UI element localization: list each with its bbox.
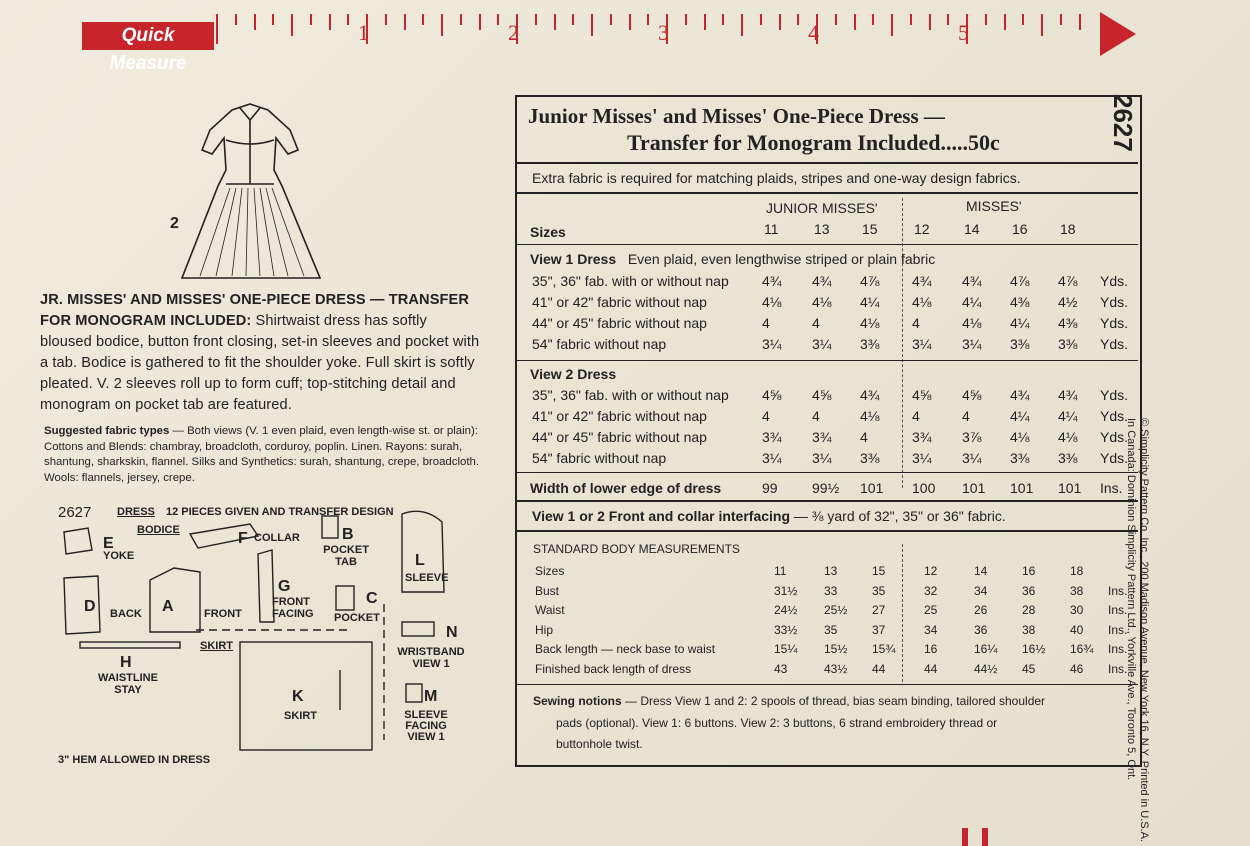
- row-value: 3¾: [762, 429, 782, 445]
- row-value: 37: [872, 622, 886, 637]
- ruler-tick: [1079, 14, 1081, 30]
- interfacing-text: — ⅜ yard of 32", 35" or 36" fabric.: [793, 508, 1006, 524]
- copyright-line2: In Canada: Dominion Simplicity Pattern Ltd., Yorkville Ave., Toronto 5, Ont.: [1125, 418, 1137, 781]
- pieces-header: 12 PIECES GIVEN AND TRANSFER DESIGN: [166, 506, 394, 518]
- piece-name: WRISTBAND VIEW 1: [397, 646, 465, 670]
- view2-heading: View 2 Dress: [530, 366, 617, 382]
- row-unit: Ins.: [1108, 622, 1128, 637]
- row-value: 14: [974, 564, 988, 578]
- row-value: 4¼: [1058, 408, 1078, 424]
- ruler-tick: [1060, 14, 1062, 25]
- row-value: 33: [824, 583, 838, 598]
- row-value: 26: [974, 603, 988, 617]
- row-value: 12: [924, 564, 938, 578]
- ruler-tick: [985, 14, 987, 25]
- row-value: 3⅜: [1010, 450, 1030, 466]
- divider: [517, 530, 1138, 532]
- piece-letter: H: [120, 654, 132, 671]
- row-value: 45: [1022, 661, 1036, 676]
- ruler-number: 1: [358, 20, 369, 45]
- ruler-tick: [704, 14, 706, 30]
- row-value: 3¼: [962, 450, 982, 466]
- row-value: 4¾: [912, 273, 932, 289]
- ruler-tick: [404, 14, 406, 30]
- ruler-tick: [629, 14, 631, 30]
- row-value: 4: [812, 408, 820, 424]
- row-value: 4⅞: [1010, 273, 1030, 289]
- row-value: 31½: [774, 583, 798, 598]
- divider: [517, 244, 1138, 245]
- row-value: 3¼: [912, 336, 932, 352]
- ruler-tick: [1041, 14, 1043, 36]
- piece-letter: C: [366, 590, 378, 607]
- row-value: 4⅛: [762, 294, 782, 310]
- row-unit: Ins.: [1108, 642, 1128, 656]
- row-label: 54" fabric without nap: [532, 336, 667, 352]
- row-unit: Yds.: [1100, 387, 1129, 403]
- width-value: 99½: [812, 480, 840, 496]
- ruler-tick: [685, 14, 687, 25]
- body-measurements-heading: STANDARD BODY MEASUREMENTS: [533, 542, 740, 556]
- row-value: 30: [1070, 603, 1084, 617]
- fabric-heading: Suggested fabric types: [44, 425, 170, 437]
- row-value: 3⅜: [1058, 336, 1078, 352]
- ruler-tick: [216, 14, 218, 44]
- ruler-tick: [347, 14, 349, 25]
- row-value: 4⅞: [1058, 273, 1078, 289]
- divider: [517, 684, 1138, 685]
- row-value: 4⅝: [762, 387, 782, 403]
- ruler-tick: [235, 14, 237, 25]
- view1-heading-bold: View 1 Dress: [530, 251, 617, 267]
- size-column-header: 15: [862, 221, 878, 237]
- row-value: 3⅜: [1010, 336, 1030, 352]
- row-unit: Yds.: [1100, 429, 1129, 445]
- row-value: 3¼: [812, 336, 832, 352]
- row-value: 36: [974, 622, 988, 637]
- row-value: 4⅝: [812, 387, 832, 403]
- size-column-header: 16: [1012, 221, 1028, 237]
- ruler-tick: [910, 14, 912, 25]
- row-value: 16¼: [974, 642, 998, 656]
- width-value: 101: [1058, 480, 1082, 496]
- row-value: 4⅛: [812, 294, 832, 310]
- piece-letter: A: [162, 598, 174, 615]
- row-unit: Ins.: [1108, 583, 1128, 598]
- row-value: 34: [924, 622, 938, 637]
- row-value: 15: [872, 564, 886, 578]
- row-value: 4: [912, 408, 920, 424]
- row-value: 4⅜: [1058, 315, 1078, 331]
- ruler-tick: [797, 14, 799, 25]
- row-label: 41" or 42" fabric without nap: [532, 408, 707, 424]
- piece-name: WAISTLINE STAY: [98, 672, 158, 696]
- row-value: 3¼: [912, 450, 932, 466]
- row-label: 41" or 42" fabric without nap: [532, 294, 707, 310]
- row-value: 4⅛: [860, 315, 880, 331]
- divider: [517, 472, 1138, 473]
- width-value: 101: [1010, 480, 1034, 496]
- row-value: 36: [1022, 583, 1036, 598]
- fabric-text: — Both views (V. 1 even plaid, even length-wise st. or plain): Cottons and Blends: chambray, broadcloth, corduroy, poplin. Linen. Rayons: surah, shantung, sharkskin, flannel. Silks and Synthetics: surah, shantung, crepe, broadcloth. Wools: flannels, jersey, crepe.: [44, 425, 479, 484]
- ruler-tick: [572, 14, 574, 25]
- row-value: 15½: [824, 642, 848, 656]
- ruler-tick: [854, 14, 856, 30]
- divider: [517, 192, 1138, 194]
- row-value: 25½: [824, 603, 848, 617]
- row-value: 4⅛: [962, 315, 982, 331]
- row-label: Finished back length of dress: [535, 661, 692, 676]
- sizes-label: Sizes: [530, 224, 566, 240]
- piece-name: FRONT FACING: [272, 596, 314, 620]
- piece-letter: L: [415, 552, 425, 569]
- row-value: 3¾: [812, 429, 832, 445]
- size-group-separator: [902, 198, 904, 488]
- bodice-group-label: BODICE: [137, 524, 180, 536]
- row-value: 4: [860, 429, 868, 445]
- row-value: 32: [924, 583, 938, 598]
- ruler-number: 5: [958, 20, 969, 45]
- quick-measure-ruler: [0, 0, 1140, 74]
- row-value: 35: [872, 583, 886, 598]
- ruler-tick: [891, 14, 893, 36]
- ruler-tick: [254, 14, 256, 30]
- piece-name: SKIRT: [284, 710, 317, 722]
- size-column-header: 14: [964, 221, 980, 237]
- row-value: 16½: [1022, 642, 1046, 656]
- row-label: 44" or 45" fabric without nap: [532, 315, 707, 331]
- piece-letter: M: [424, 688, 438, 705]
- row-label: Waist: [535, 603, 565, 617]
- row-value: 4¾: [962, 273, 982, 289]
- description-title: JR. MISSES' AND MISSES' ONE-PIECE DRESS — TRANSFER FOR MONOGRAM INCLUDED:: [40, 292, 470, 329]
- ruler-tick: [310, 14, 312, 25]
- width-value: 99: [762, 480, 778, 496]
- ruler-number: 6: [1108, 20, 1119, 45]
- row-value: 4⅛: [1010, 429, 1030, 445]
- row-value: 44: [924, 661, 938, 676]
- piece-name: COLLAR: [254, 532, 300, 544]
- ruler-tick: [1004, 14, 1006, 30]
- row-value: 3¾: [912, 429, 932, 445]
- row-value: 4⅝: [962, 387, 982, 403]
- interfacing-line: [532, 508, 1006, 524]
- view-number: 2: [170, 215, 179, 232]
- row-value: 25: [924, 603, 938, 617]
- piece-name: POCKET: [334, 612, 380, 624]
- row-label: 35", 36" fab. with or without nap: [532, 273, 729, 289]
- ruler-tick: [1022, 14, 1024, 25]
- row-label: Sizes: [535, 564, 565, 578]
- row-value: 4⅛: [1058, 429, 1078, 445]
- ruler-tick: [872, 14, 874, 25]
- row-unit: Yds.: [1100, 336, 1129, 352]
- ruler-tick: [479, 14, 481, 30]
- row-value: 40: [1070, 622, 1084, 637]
- junior-misses-header: JUNIOR MISSES': [766, 200, 878, 216]
- row-value: 28: [1022, 603, 1036, 617]
- row-value: 4¾: [762, 273, 782, 289]
- row-unit: Yds.: [1100, 408, 1129, 424]
- row-value: 4: [762, 315, 770, 331]
- row-unit: Ins.: [1108, 661, 1128, 676]
- ruler-tick: [460, 14, 462, 25]
- ruler-tick: [610, 14, 612, 25]
- skirt-group-label: SKIRT: [200, 640, 233, 652]
- row-label: Back length — neck base to waist: [535, 642, 716, 656]
- row-label: 54" fabric without nap: [532, 450, 667, 466]
- width-value: 100: [912, 480, 936, 496]
- ruler-tick: [272, 14, 274, 25]
- row-label: 35", 36" fab. with or without nap: [532, 387, 729, 403]
- interfacing-bold: View 1 or 2 Front and collar interfacing: [532, 508, 791, 524]
- row-value: 4: [912, 315, 920, 331]
- notions-line3: buttonhole twist.: [556, 737, 643, 751]
- row-value: 3¼: [762, 336, 782, 352]
- pattern-description: [40, 290, 480, 416]
- size-column-header: 11: [764, 221, 779, 237]
- ruler-tick: [497, 14, 499, 25]
- ruler-tick: [591, 14, 593, 36]
- ruler-tick: [291, 14, 293, 36]
- row-value: 16¾: [1070, 642, 1094, 656]
- chart-title-line1: Junior Misses' and Misses' One-Piece Dress —: [528, 104, 945, 128]
- piece-name: POCKET TAB: [323, 544, 369, 568]
- ruler-tick: [647, 14, 649, 25]
- row-unit: Ins.: [1108, 603, 1128, 617]
- row-unit: Yds.: [1100, 450, 1129, 466]
- ruler-tick: [779, 14, 781, 30]
- size-column-header: 12: [914, 221, 930, 237]
- row-value: 4¼: [860, 294, 880, 310]
- row-value: 4⅛: [912, 294, 932, 310]
- row-value: 3¼: [762, 450, 782, 466]
- ruler-tick: [441, 14, 443, 36]
- row-value: 3⅜: [1058, 450, 1078, 466]
- row-value: 16: [924, 642, 938, 656]
- row-value: 38: [1070, 583, 1084, 598]
- ruler-tick: [760, 14, 762, 25]
- row-value: 4¾: [1010, 387, 1030, 403]
- piece-letter: K: [292, 688, 304, 705]
- pieces-pattern-number: 2627: [58, 504, 92, 521]
- divider: [517, 360, 1138, 361]
- row-value: 4¼: [962, 294, 982, 310]
- row-value: 46: [1070, 661, 1084, 676]
- width-value: 101: [860, 480, 884, 496]
- row-label: Bust: [535, 583, 560, 598]
- piece-letter: F: [238, 530, 248, 547]
- row-value: 3⅜: [860, 450, 880, 466]
- row-value: 4¾: [812, 273, 832, 289]
- row-value: 3⅞: [962, 429, 982, 445]
- row-value: 44½: [974, 661, 998, 676]
- row-value: 13: [824, 564, 838, 578]
- row-label: Hip: [535, 622, 554, 637]
- red-mark: [962, 828, 968, 846]
- piece-letter: B: [342, 526, 354, 543]
- row-value: 16: [1022, 564, 1036, 578]
- row-value: 4⅝: [912, 387, 932, 403]
- copyright-line1: © Simplicity Pattern Co. Inc., 200 Madison Avenue, New York 16, N.Y. Printed in U.S.A.: [1138, 418, 1150, 843]
- row-value: 11: [774, 564, 787, 578]
- row-value: 43: [774, 661, 788, 676]
- row-value: 35: [824, 622, 838, 637]
- notions-bold: Sewing notions: [533, 694, 622, 708]
- hem-note: 3" HEM ALLOWED IN DRESS: [58, 754, 211, 766]
- width-label: Width of lower edge of dress: [530, 480, 722, 496]
- ruler-tick: [947, 14, 949, 25]
- ruler-tick: [535, 14, 537, 25]
- divider: [517, 500, 1138, 502]
- ruler-tick: [929, 14, 931, 30]
- size-group-separator: [902, 544, 904, 682]
- ruler-number: 4: [808, 20, 819, 45]
- row-value: 4¾: [1058, 387, 1078, 403]
- row-value: 15¼: [774, 642, 798, 656]
- notions-text: — Dress View 1 and 2: 2 spools of thread, bias seam binding, tailored shoulder: [625, 694, 1046, 708]
- ruler-tick: [741, 14, 743, 36]
- row-value: 33½: [774, 622, 798, 637]
- row-value: 3⅜: [860, 336, 880, 352]
- piece-name: SLEEVE: [405, 572, 449, 584]
- quick-measure-label: Quick Measure: [82, 22, 214, 50]
- row-value: 4⅛: [860, 408, 880, 424]
- piece-letter: N: [446, 624, 458, 641]
- ruler-number: 3: [658, 20, 669, 45]
- row-value: 3¼: [962, 336, 982, 352]
- notions-line1: [533, 694, 1045, 708]
- row-unit: Yds.: [1100, 294, 1129, 310]
- piece-letter: D: [84, 598, 96, 615]
- row-value: 4⅞: [860, 273, 880, 289]
- red-mark: [982, 828, 988, 846]
- ruler-tick: [329, 14, 331, 30]
- width-value: 101: [962, 480, 986, 496]
- row-value: 4¼: [1010, 408, 1030, 424]
- row-value: 15¾: [872, 642, 896, 656]
- divider: [517, 162, 1138, 164]
- ruler-tick: [422, 14, 424, 25]
- piece-letter: E: [103, 535, 114, 552]
- copyright-notice: [1124, 418, 1150, 842]
- chart-title-line2: Transfer for Monogram Included.....50c: [627, 130, 1000, 155]
- row-value: 4⅜: [1010, 294, 1030, 310]
- description-text: Shirtwaist dress has softly bloused bodice, button front closing, set-in sleeves and pocket with a tab. Bodice is gathered to fit the shoulder yoke. Full skirt is softly pleated. V. 2 sleeves roll up to form cuff; top-stitching detail and monogram on pocket tab are featured.: [40, 313, 480, 413]
- piece-name: YOKE: [103, 550, 135, 562]
- extra-fabric-note: Extra fabric is required for matching plaids, stripes and one-way design fabrics.: [532, 170, 1021, 186]
- row-value: 4¾: [860, 387, 880, 403]
- row-value: 34: [974, 583, 988, 598]
- row-unit: Yds.: [1100, 273, 1129, 289]
- row-value: 4: [962, 408, 970, 424]
- width-unit: Ins.: [1100, 480, 1123, 496]
- size-column-header: 18: [1060, 221, 1076, 237]
- view1-heading: [530, 251, 935, 267]
- piece-name: FRONT: [204, 608, 242, 620]
- row-value: 4¼: [1010, 315, 1030, 331]
- ruler-tick: [835, 14, 837, 25]
- row-value: 18: [1070, 564, 1084, 578]
- view1-heading-text: Even plaid, even lengthwise striped or plain fabric: [627, 251, 936, 267]
- row-value: 4½: [1058, 294, 1078, 310]
- piece-name: SLEEVE FACING VIEW 1: [404, 709, 448, 743]
- row-value: 24½: [774, 603, 798, 617]
- misses-header: MISSES': [966, 198, 1022, 214]
- row-value: 38: [1022, 622, 1036, 637]
- row-label: 44" or 45" fabric without nap: [532, 429, 707, 445]
- row-value: 27: [872, 603, 886, 617]
- fabric-suggestions: [44, 424, 484, 486]
- ruler-number: 2: [508, 20, 519, 45]
- notions-line2: pads (optional). View 1: 6 buttons. View 2: 3 buttons, 6 strand embroidery thread or: [556, 716, 998, 730]
- size-column-header: 13: [814, 221, 830, 237]
- row-value: 3¼: [812, 450, 832, 466]
- dress-illustration: [170, 100, 330, 285]
- pattern-number-vertical: 2627: [1108, 94, 1138, 152]
- piece-name: BACK: [110, 608, 142, 620]
- row-value: 4: [762, 408, 770, 424]
- pieces-dress-label: DRESS: [117, 506, 155, 518]
- row-value: 4: [812, 315, 820, 331]
- row-value: 43½: [824, 661, 848, 676]
- ruler-tick: [722, 14, 724, 25]
- ruler-tick: [385, 14, 387, 25]
- row-unit: Yds.: [1100, 315, 1129, 331]
- row-value: 44: [872, 661, 886, 676]
- piece-letter: G: [278, 578, 291, 595]
- ruler-tick: [554, 14, 556, 30]
